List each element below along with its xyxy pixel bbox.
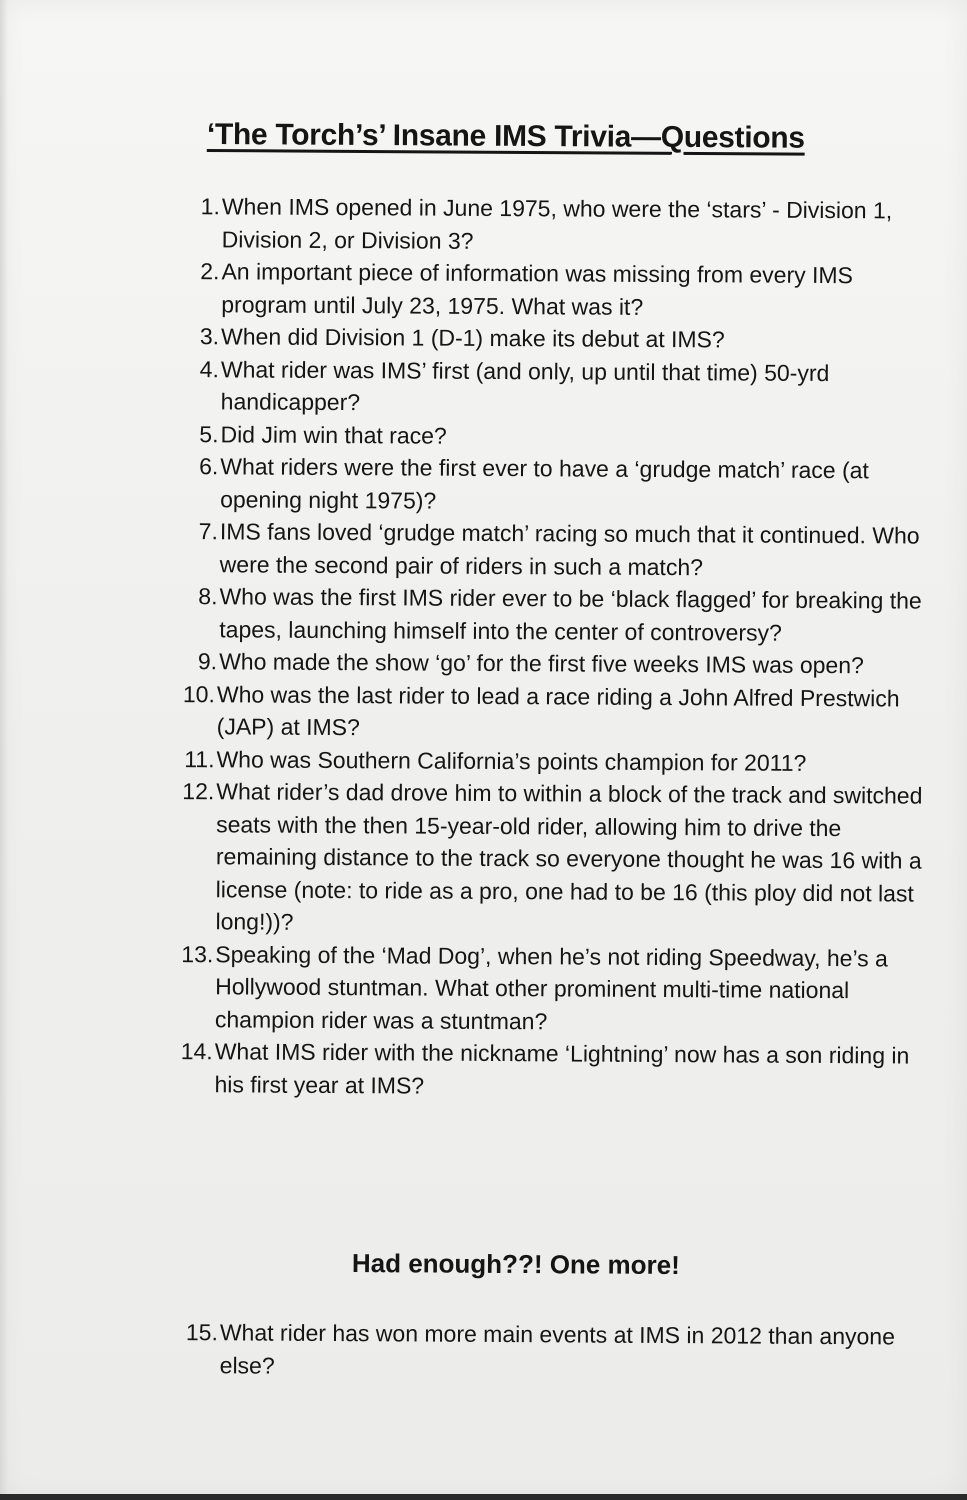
- page-title: ‘The Torch’s’ Insane IMS Trivia—Questions: [206, 118, 805, 155]
- question-number: 15.: [185, 1319, 218, 1346]
- question-number: 4.: [199, 355, 219, 382]
- question-number: 14.: [180, 1038, 213, 1065]
- question-item: [167, 677, 937, 747]
- question-item: [169, 352, 939, 422]
- question-list: [164, 190, 940, 1105]
- question-text: Who was the first IMS rider ever to be ‘black flagged’ for breaking the tapes, launching himself into the center of controversy?: [219, 583, 922, 646]
- page-bottom-edge: [0, 1494, 967, 1500]
- question-number: 6.: [199, 453, 219, 480]
- question-item: [165, 937, 936, 1039]
- question-item: [164, 1035, 934, 1105]
- question-text: IMS fans loved ‘grudge match’ racing so much that it continued. Who were the second pair of riders in such a match?: [219, 518, 920, 580]
- question-item: [165, 775, 936, 942]
- question-item: [166, 742, 936, 779]
- question-text: Who made the show ‘go’ for the first five weeks IMS was open?: [219, 648, 864, 679]
- question-number: 12.: [182, 778, 215, 805]
- question-text: What IMS rider with the nickname ‘Lightning’ now has a son riding in his first year at IMS?: [214, 1038, 910, 1099]
- question-text: When IMS opened in June 1975, who were the ‘stars’ - Division 1, Division 2, or Division 3?: [221, 193, 893, 254]
- question-text: What riders were the first ever to have a ‘grudge match’ race (at opening night 1975)?: [220, 453, 869, 514]
- question-number: 10.: [182, 680, 216, 707]
- question-text: Who was the last rider to lead a race riding a John Alfred Prestwich (JAP) at IMS?: [216, 680, 900, 741]
- question-number: 3.: [199, 323, 220, 350]
- question-number: 8.: [198, 583, 218, 610]
- section-subheading: Had enough??! One more!: [351, 1248, 680, 1281]
- question-text: Who was Southern California’s points champion for 2011?: [216, 745, 807, 776]
- question-item: [168, 515, 938, 585]
- question-number: 13.: [181, 940, 214, 967]
- final-question: [170, 1316, 940, 1386]
- question-number: 1.: [200, 193, 220, 220]
- question-text: What rider was IMS’ first (and only, up until that time) 50-yrd handicapper?: [220, 355, 830, 416]
- question-item: [169, 255, 939, 325]
- question-text: Did Jim win that race?: [220, 420, 447, 449]
- question-item: [167, 645, 937, 682]
- question-number: 5.: [199, 420, 219, 447]
- question-item: [167, 580, 937, 650]
- question-item: [170, 1316, 940, 1386]
- question-item: [170, 190, 940, 260]
- question-item: [168, 450, 938, 520]
- question-number: 7.: [198, 518, 218, 545]
- question-text: What rider’s dad drove him to within a block of the track and switched seats with the then 15-year-old rider, allowing him to drive the remaining distance to the track so everyone thought he was 16 with a license (note: to ride as a pro, one had to be 16 (this ploy did not last long!))?: [215, 778, 923, 935]
- page-edge-shadow: [0, 0, 8, 1500]
- question-number: 2.: [200, 258, 220, 285]
- question-text: Speaking of the ‘Mad Dog’, when he’s not riding Speedway, he’s a Hollywood stuntman. What other prominent multi-time national champion rider was a stuntman?: [214, 940, 888, 1034]
- question-text: An important piece of information was missing from every IMS program until July 23, 1975. What was it?: [221, 258, 854, 320]
- question-item: [169, 320, 939, 357]
- question-number: 9.: [197, 648, 218, 675]
- question-item: [168, 417, 938, 454]
- question-text: When did Division 1 (D-1) make its debut at IMS?: [221, 323, 725, 353]
- question-number: 11.: [184, 745, 215, 772]
- question-text: What rider has won more main events at IMS in 2012 than anyone else?: [219, 1319, 895, 1379]
